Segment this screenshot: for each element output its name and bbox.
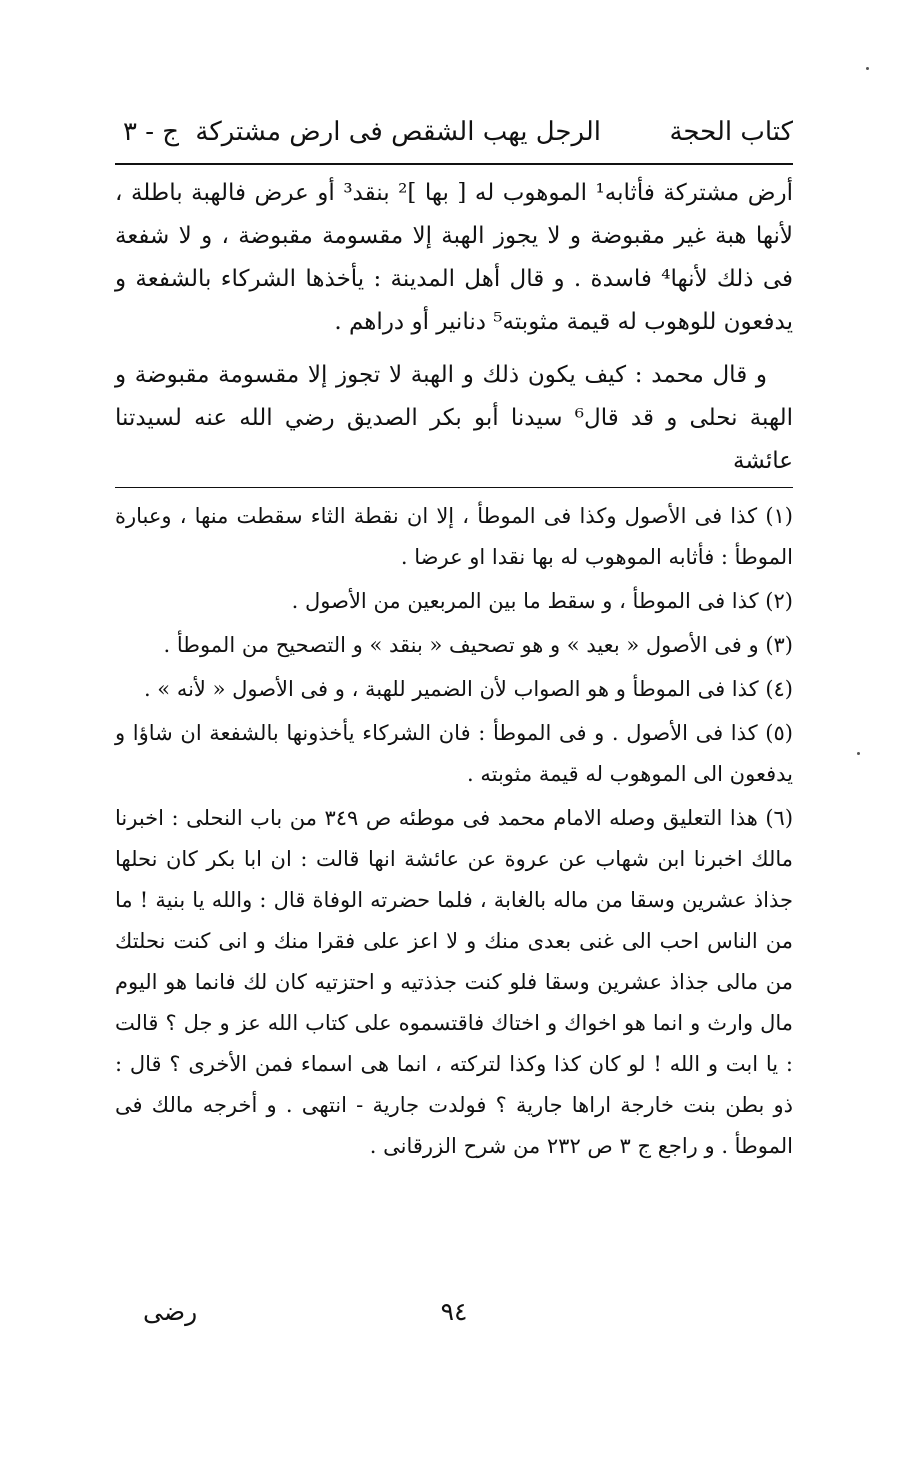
main-paragraph: و قال محمد : كيف يكون ذلك و الهبة لا تجوز إلا مقسومة مقبوضة و الهبة نحلى و قد قال⁶ سيدنا أبو بكر الصديق رضي الله عنه لسيدتنا عائشة [115, 362, 793, 474]
footnote-3: (٣) و فى الأصول « بعيد » و هو تصحيف « بنقد » و التصحيح من الموطأ . [163, 633, 793, 657]
footnote-4: (٤) كذا فى الموطأ و هو الصواب لأن الضمير للهبة ، و فى الأصول « لأنه » . [143, 677, 793, 701]
footnote-2: (٢) كذا فى الموطأ ، و سقط ما بين المربعين من الأصول . [291, 589, 793, 613]
main-paragraph: أرض مشتركة فأثابه¹ الموهوب له [ بها ]² بنقد³ أو عرض فالهبة باطلة ، لأنها هبة غير مقبوضة و لا يجوز الهبة إلا مقسومة مقبوضة ، و لا شفعة فى ذلك لأنها⁴ فاسدة . و قال أهل المدينة : يأخذها الشركاء بالشفعة و يدفعون للوهوب له قيمة مثوبته⁵ دنانير أو دراهم . [115, 180, 793, 335]
page-footer [115, 1290, 793, 1334]
footnote-1: (١) كذا فى الأصول وكذا فى الموطأ ، إلا ان نقطة الثاء سقطت منها ، وعبارة الموطأ : فأثابه الموهوب له بها نقدا او عرضا . [115, 504, 793, 569]
main-text [115, 172, 793, 483]
footnotes [115, 496, 793, 1167]
footnote-6: (٦) هذا التعليق وصله الامام محمد فى موطئه ص ٣٤٩ من باب النحلى : اخبرنا مالك اخبرنا ابن شهاب عن عروة عن عائشة انها قالت : ان ابا بكر كان نحلها جذاذ عشرين وسقا من ماله بالغابة ، فلما حضرته الوفاة قال : والله يا بنية ! ما من الناس احب الى غنى بعدى منك و لا اعز على فقرا منك و انى كنت نحلتك من مالى جذاذ عشرين وسقا فلو كنت جذذتيه و احتزتيه كان لك فانما هو اليوم مال وارث و انما هو اخواك و اختاك فاقتسموه على كتاب الله عز و جل ؟ قالت : يا ابت و الله ! لو كان كذا وكذا لتركته ، انما هى اسماء فمن الأخرى ؟ قال : ذو بطن بنت خارجة اراها جارية ؟ فولدت جارية - انتهى . و أخرجه مالك فى الموطأ . و راجع ج ٣ ص ٢٣٢ من شرح الزرقانى . [115, 806, 794, 1158]
header-chapter-title: الرجل يهب الشقص فى ارض مشتركة [195, 117, 601, 147]
signature-mark: رضى [143, 1297, 198, 1326]
page-number: ٩٤ [440, 1297, 468, 1326]
paper-speck [866, 67, 869, 70]
paper-speck [857, 752, 860, 755]
header-book-title: كتاب الحجة [669, 117, 793, 147]
header-rule [115, 163, 793, 165]
header-volume: ج - ٣ [123, 117, 180, 147]
footnote-divider [115, 487, 793, 488]
footnote-5: (٥) كذا فى الأصول . و فى الموطأ : فان الشركاء يأخذونها بالشفعة ان شاؤا و يدفعون الى الموهوب له قيمة مثوبته . [115, 721, 793, 786]
running-header [115, 108, 793, 156]
